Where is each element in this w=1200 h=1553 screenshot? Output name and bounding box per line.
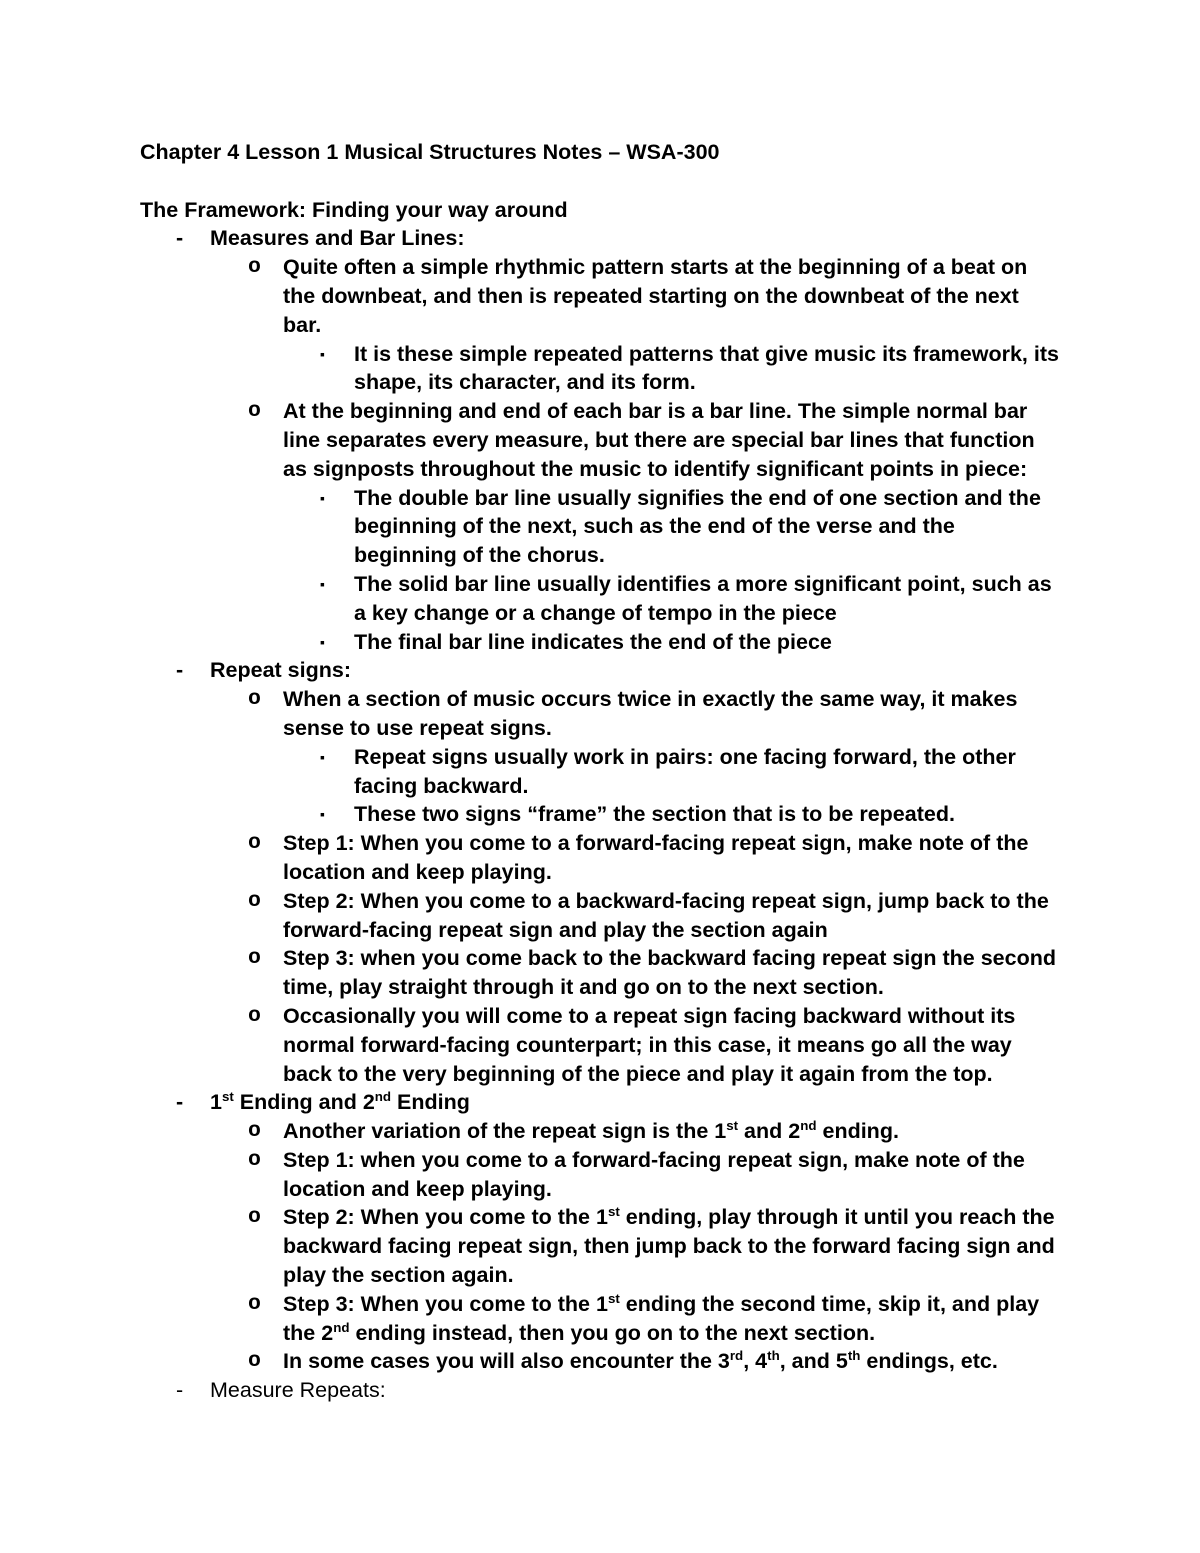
list-item [140, 1376, 1060, 1405]
document-title: Chapter 4 Lesson 1 Musical Structures Notes – WSA-300 [140, 140, 720, 164]
list-item [140, 743, 1060, 801]
list-item [140, 800, 1060, 829]
list-item-text: Another variation of the repeat sign is the 1st and 2nd ending. [283, 1117, 899, 1144]
list-item [140, 224, 1060, 253]
list-item [140, 1203, 1060, 1289]
list-item [140, 829, 1060, 887]
circle-bullet: o [248, 1291, 261, 1316]
square-bullet: ▪ [320, 806, 325, 823]
list-item-text: Step 2: When you come to the 1st ending, play through it until you reach the backward facing repeat sign, then jump back to the forward facing sign and play the section again. [283, 1204, 1055, 1288]
list-item-text: Step 1: when you come to a forward-facing repeat sign, make note of the location and keep playing. [283, 1147, 1025, 1201]
square-bullet: ▪ [320, 489, 325, 506]
list-item-text: Occasionally you will come to a repeat sign facing backward without its normal forward-facing counterpart; in this case, it means go all the way back to the very beginning of the piece and play it again from the top. [283, 1003, 1016, 1086]
list-item-text: At the beginning and end of each bar is a bar line. The simple normal bar line separates every measure, but there are special bar lines that function as signposts throughout the music to identify significant points in piece: [283, 399, 1035, 481]
list-item [140, 944, 1060, 1002]
list-item-text: The final bar line indicates the end of the piece [354, 629, 832, 654]
list-item [140, 484, 1060, 570]
dash-bullet: - [176, 1378, 184, 1403]
list-item [140, 397, 1060, 483]
circle-bullet: o [248, 1147, 261, 1172]
list-item-text: Step 3: When you come to the 1st ending the second time, skip it, and play the 2nd ending instead, then you go on to the next section. [283, 1290, 1040, 1345]
list-item [140, 253, 1060, 339]
notes-list [140, 224, 1060, 1405]
list-item-text: Step 3: when you come back to the backward facing repeat sign the second time, play straight through it and go on to the next section. [283, 946, 1056, 1000]
square-bullet: ▪ [320, 575, 325, 592]
circle-bullet: o [248, 399, 261, 424]
list-item-text: These two signs “frame” the section that is to be repeated. [354, 802, 955, 827]
circle-bullet: o [248, 831, 261, 856]
square-bullet: ▪ [320, 748, 325, 765]
section-heading: The Framework: Finding your way around [140, 197, 568, 222]
list-item [140, 1146, 1060, 1204]
list-item [140, 628, 1060, 657]
circle-bullet: o [248, 255, 261, 280]
list-item-text: Quite often a simple rhythmic pattern starts at the beginning of a beat on the downbeat, and then is repeated starting on the downbeat of the next bar. [283, 255, 1028, 337]
list-item-text: It is these simple repeated patterns that give music its framework, its shape, its character, and its form. [354, 341, 1059, 395]
circle-bullet: o [248, 1119, 261, 1144]
list-item [140, 1347, 1060, 1376]
list-item-text: Step 1: When you come to a forward-facing repeat sign, make note of the location and keep playing. [283, 831, 1029, 884]
list-item [140, 1002, 1060, 1088]
list-item-text: Step 2: When you come to a backward-facing repeat sign, jump back to the forward-facing repeat sign and play the section again [283, 888, 1049, 942]
list-item [140, 570, 1060, 628]
list-item-text: Measures and Bar Lines: [210, 226, 465, 251]
list-item-text: Measure Repeats: [210, 1378, 386, 1403]
list-item [140, 685, 1060, 743]
dash-bullet: - [176, 226, 184, 251]
circle-bullet: o [248, 946, 261, 971]
dash-bullet: - [176, 658, 184, 683]
list-item-text: In some cases you will also encounter the 3rd, 4th, and 5th endings, etc. [283, 1348, 998, 1374]
list-item-text: Repeat signs usually work in pairs: one facing forward, the other facing backward. [354, 744, 1016, 798]
list-item-text: The solid bar line usually identifies a more significant point, such as a key change or a change of tempo in the piece [354, 571, 1052, 625]
list-item [140, 340, 1060, 398]
dash-bullet: - [176, 1090, 184, 1115]
list-item-text: Repeat signs: [210, 658, 351, 683]
list-item-text: The double bar line usually signifies the end of one section and the beginning of the next, such as the end of the verse and the beginning of the chorus. [354, 485, 1041, 568]
square-bullet: ▪ [320, 345, 325, 362]
square-bullet: ▪ [320, 633, 325, 650]
circle-bullet: o [248, 1205, 261, 1230]
circle-bullet: o [248, 1003, 261, 1028]
circle-bullet: o [248, 888, 261, 913]
list-item-text: When a section of music occurs twice in exactly the same way, it makes sense to use repeat signs. [283, 687, 1018, 740]
list-item [140, 887, 1060, 945]
circle-bullet: o [248, 687, 261, 712]
circle-bullet: o [248, 1349, 261, 1374]
list-item [140, 656, 1060, 685]
list-item [140, 1088, 1060, 1117]
list-item [140, 1290, 1060, 1348]
list-item-text: 1st Ending and 2nd Ending [210, 1089, 470, 1115]
list-item [140, 1117, 1060, 1146]
